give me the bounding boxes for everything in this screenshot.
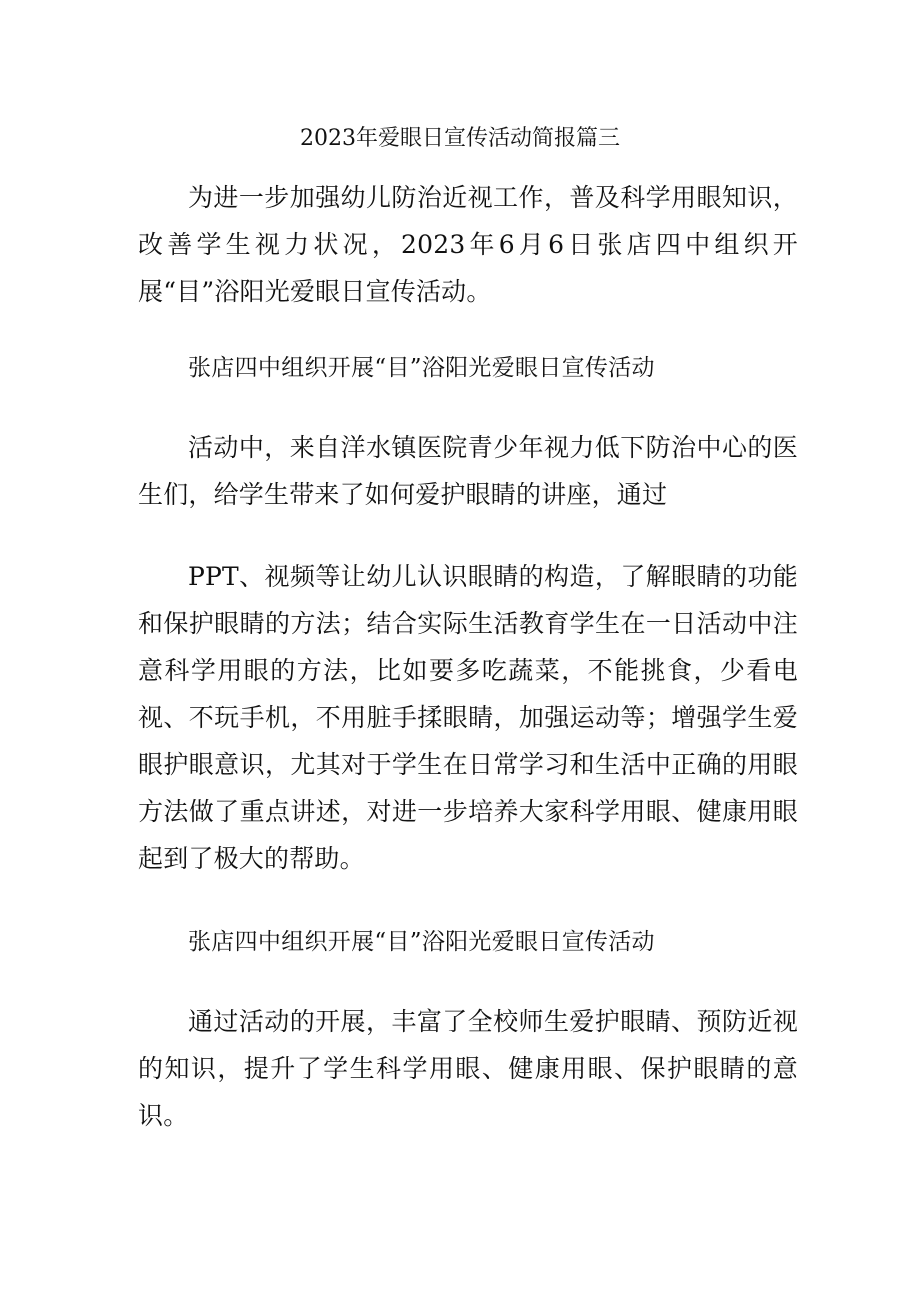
paragraph-content: PPT、视频等让幼儿认识眼睛的构造，了解眼睛的功能和保护眼睛的方法；结合实际生活教育学生在一日活动中注意科学用眼的方法，比如要多吃蔬菜，不能挑食，少看电视、不玩手机，不用脏手揉眼睛，加强运动等；增强学生爱眼护眼意识，尤其对于学生在日常学习和生活中正确的用眼方法做了重点讲述，对进一步培养大家科学用眼、健康用眼起到了极大的帮助。 xyxy=(138,562,798,873)
paragraph-intro: 为进一步加强幼儿防治近视工作，普及科学用眼知识，改善学生视力状况，2023年6月6日张店四中组织开展“目”浴阳光爱眼日宣传活动。 xyxy=(138,183,798,306)
subheading-activity-2: 张店四中组织开展“目”浴阳光爱眼日宣传活动 xyxy=(188,929,655,955)
paragraph-conclusion: 通过活动的开展，丰富了全校师生爱护眼睛、预防近视的知识，提升了学生科学用眼、健康用眼、保护眼睛的意识。 xyxy=(138,1007,798,1130)
subheading-activity-1: 张店四中组织开展“目”浴阳光爱眼日宣传活动 xyxy=(188,355,655,381)
paragraph-lecture: 活动中，来自洋水镇医院青少年视力低下防治中心的医生们，给学生带来了如何爱护眼睛的讲座，通过 xyxy=(138,433,798,509)
document-title: 2023年爱眼日宣传活动简报篇三 xyxy=(300,126,620,151)
